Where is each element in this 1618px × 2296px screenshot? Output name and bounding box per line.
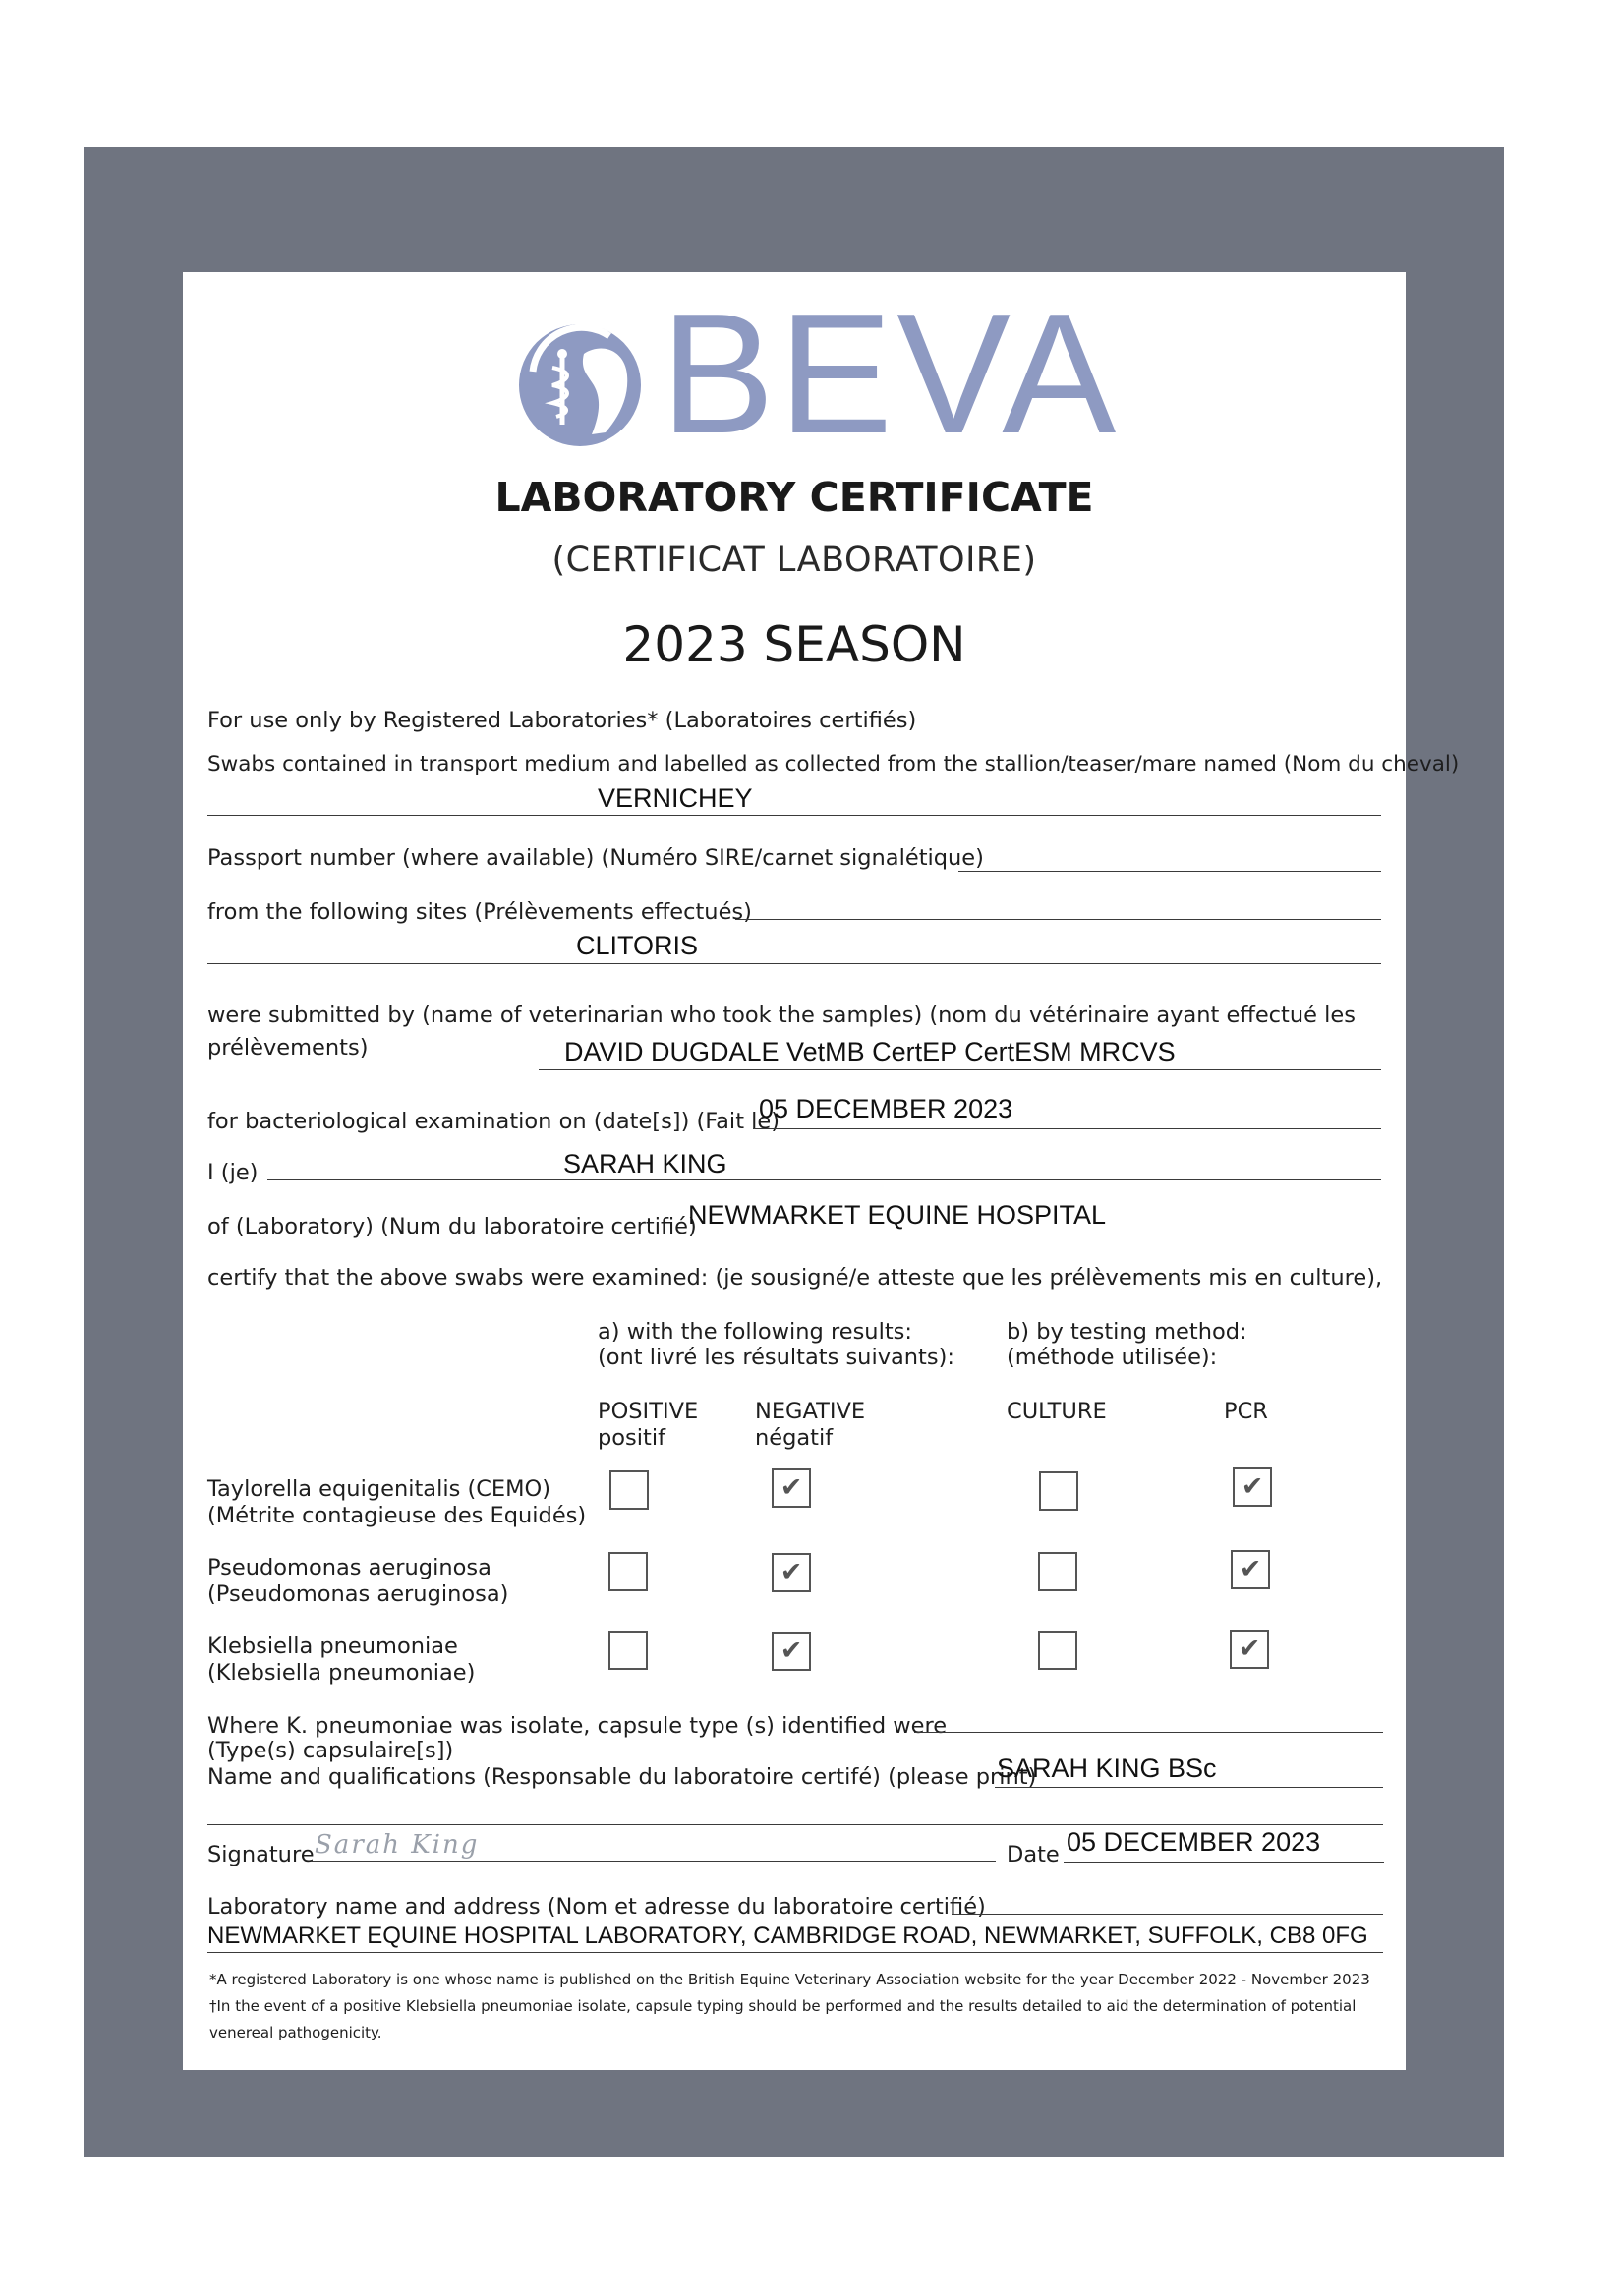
signature-line: [311, 1861, 996, 1862]
sites-line-2: [207, 963, 1381, 964]
checkbox-positive[interactable]: [608, 1631, 648, 1670]
capsule-label-1: Where K. pneumoniae was isolate, capsule type (s) identified were: [207, 1713, 948, 1739]
sites-value: CLITORIS: [576, 931, 699, 960]
checkmark-icon: ✔: [1238, 1634, 1261, 1664]
checkbox-negative[interactable]: [772, 1632, 811, 1671]
checkbox-pcr[interactable]: [1231, 1550, 1270, 1589]
checkbox-culture[interactable]: [1038, 1552, 1077, 1591]
checkmark-icon: [1041, 1473, 1076, 1509]
checkmark-icon: [611, 1472, 647, 1508]
signature-label: Signature: [207, 1842, 315, 1867]
checkmark-icon: [610, 1633, 646, 1668]
test-name: Klebsiella pneumoniae: [207, 1634, 458, 1659]
separator-line: [207, 1824, 1383, 1825]
exam-label: for bacteriological examination on (date[s]) (Fait le): [207, 1109, 780, 1134]
submitted-label-1: were submitted by (name of veterinarian who took the samples) (nom du vétérinaire ayant effectué les: [207, 1003, 1356, 1028]
veterinarian-value: DAVID DUGDALE VetMB CertEP CertESM MRCVS: [564, 1037, 1176, 1066]
certificate-title-french: (CERTIFICAT LABORATOIRE): [551, 541, 1037, 580]
method-header-1: b) by testing method:: [1007, 1319, 1247, 1345]
col-culture: CULTURE: [1007, 1399, 1107, 1424]
lab-address-line-1: [952, 1914, 1383, 1915]
sites-line-1: [735, 919, 1381, 920]
lab-label: of (Laboratory) (Num du laboratoire certifié): [207, 1214, 697, 1239]
test-name-fr: (Métrite contagieuse des Equidés): [207, 1503, 587, 1528]
checkmark-icon: ✔: [780, 1472, 803, 1503]
checkbox-negative[interactable]: [772, 1468, 811, 1508]
veterinarian-line: [539, 1069, 1381, 1070]
logo-wordmark: BEVA: [661, 277, 1121, 469]
date-line: [1064, 1862, 1384, 1863]
lab-address-line-2: [207, 1952, 1383, 1953]
checkbox-culture[interactable]: [1039, 1471, 1078, 1511]
examiner-value: SARAH KING: [563, 1149, 727, 1178]
date-label: Date: [1007, 1842, 1060, 1867]
results-header-1: a) with the following results:: [598, 1319, 912, 1345]
checkbox-pcr[interactable]: [1230, 1630, 1269, 1669]
footnote: *A registered Laboratory is one whose name is published on the British Equine Veterinary Association website for the year December 2022 - November 2023 †In the event of a positive Klebsiella pneumoniae isolate, capsule typing should be performed and the results detailed to aid the determination of potential venereal pathogenicity.: [209, 1971, 1370, 2041]
swabs-label: Swabs contained in transport medium and labelled as collected from the stallion/teaser/mare named (Nom du cheval): [207, 752, 1460, 776]
horse-name-value: VERNICHEY: [598, 783, 753, 813]
sites-label: from the following sites (Prélèvements effectués): [207, 899, 752, 925]
checkmark-icon: ✔: [1239, 1554, 1262, 1584]
capsule-label-2: (Type(s) capsulaire[s]): [207, 1738, 454, 1763]
results-header-2: (ont livré les résultats suivants):: [598, 1345, 954, 1370]
season-heading: 2023 SEASON: [622, 616, 966, 673]
checkbox-positive[interactable]: [608, 1552, 648, 1591]
test-name: Taylorella equigenitalis (CEMO): [207, 1476, 551, 1502]
beva-logo: [511, 315, 649, 452]
checkmark-icon: ✔: [1241, 1471, 1264, 1502]
checkmark-icon: [1040, 1554, 1075, 1589]
method-header-2: (méthode utilisée):: [1007, 1345, 1218, 1370]
name-qual-label: Name and qualifications (Responsable du laboratoire certifé) (please print): [207, 1764, 1037, 1790]
name-qual-value: SARAH KING BSc: [997, 1753, 1217, 1783]
horse-head-caduceus-icon: [511, 315, 649, 452]
col-positive-fr: positif: [598, 1425, 666, 1451]
checkbox-culture[interactable]: [1038, 1631, 1077, 1670]
lab-address-value: NEWMARKET EQUINE HOSPITAL LABORATORY, CAMBRIDGE ROAD, NEWMARKET, SUFFOLK, CB8 0FG: [207, 1923, 1368, 1949]
examiner-line: [267, 1179, 1381, 1180]
capsule-line: [914, 1732, 1383, 1733]
col-positive: POSITIVE: [598, 1399, 699, 1424]
name-qual-line: [995, 1787, 1383, 1788]
passport-label: Passport number (where available) (Numéro SIRE/carnet signalétique): [207, 845, 984, 871]
i-label: I (je): [207, 1160, 259, 1185]
checkmark-icon: ✔: [780, 1557, 803, 1587]
date-value: 05 DECEMBER 2023: [1067, 1827, 1321, 1857]
checkbox-negative[interactable]: [772, 1553, 811, 1592]
checkmark-icon: [610, 1554, 646, 1589]
intro-text: For use only by Registered Laboratories* (Laboratoires certifiés): [207, 708, 917, 733]
signature-value: Sarah King: [315, 1830, 480, 1860]
checkbox-positive[interactable]: [609, 1470, 649, 1510]
lab-address-label: Laboratory name and address (Nom et adresse du laboratoire certifié): [207, 1894, 986, 1920]
test-name-fr: (Pseudomonas aeruginosa): [207, 1581, 509, 1607]
exam-date-value: 05 DECEMBER 2023: [759, 1094, 1013, 1123]
submitted-label-2: prélèvements): [207, 1035, 369, 1061]
checkbox-pcr[interactable]: [1233, 1467, 1272, 1507]
exam-date-line: [753, 1128, 1381, 1129]
test-name: Pseudomonas aeruginosa: [207, 1555, 491, 1580]
passport-line: [958, 871, 1381, 872]
checkmark-icon: ✔: [780, 1636, 803, 1666]
lab-value: NEWMARKET EQUINE HOSPITAL: [688, 1200, 1107, 1230]
certificate-title: LABORATORY CERTIFICATE: [494, 474, 1094, 521]
horse-name-line: [207, 815, 1381, 816]
col-negative-fr: négatif: [755, 1425, 834, 1451]
col-pcr: PCR: [1224, 1399, 1268, 1424]
certify-text: certify that the above swabs were examined: (je sousigné/e atteste que les prélèvements mis en culture),: [207, 1265, 1383, 1291]
test-name-fr: (Klebsiella pneumoniae): [207, 1660, 476, 1686]
checkmark-icon: [1040, 1633, 1075, 1668]
col-negative: NEGATIVE: [755, 1399, 866, 1424]
